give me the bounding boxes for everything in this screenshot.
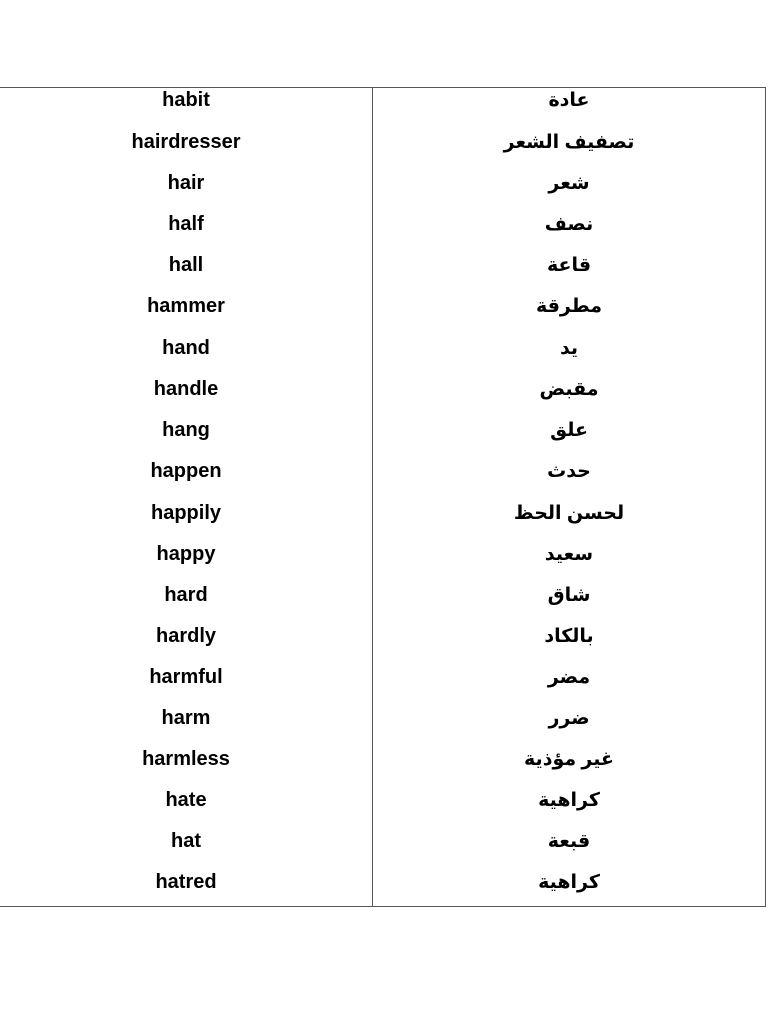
arabic-translation: كراهية [538, 790, 600, 811]
table-row [0, 245, 766, 286]
arabic-translation: شعر [548, 173, 590, 194]
table-row [0, 780, 766, 821]
arabic-translation: حدث [547, 461, 591, 482]
arabic-translation: غير مؤذية [524, 749, 614, 770]
table-row [0, 328, 766, 369]
arabic-translation: مطرقة [535, 296, 603, 317]
english-word: harm [161, 707, 211, 729]
table-row [0, 534, 766, 575]
arabic-translation: قاعة [546, 255, 592, 276]
english-word: harmful [149, 666, 223, 688]
english-word: habit [162, 89, 210, 111]
table-row [0, 821, 766, 862]
english-word: handle [153, 378, 219, 400]
arabic-translation: نصف [544, 214, 594, 235]
arabic-translation: قبعة [547, 831, 591, 852]
table-row [0, 286, 766, 327]
english-word: hate [165, 789, 207, 811]
arabic-translation: ضرر [548, 708, 590, 729]
arabic-translation: سعيد [544, 544, 594, 565]
vocabulary-table [0, 87, 766, 907]
table-row [0, 369, 766, 410]
table-row [0, 163, 766, 204]
arabic-translation: عادة [548, 90, 590, 111]
table-row [0, 493, 766, 534]
table-row [0, 204, 766, 245]
english-word: hardly [155, 625, 217, 647]
table-row [0, 80, 766, 121]
arabic-translation: كراهية [538, 872, 600, 893]
arabic-translation: علق [550, 420, 588, 441]
table-row [0, 616, 766, 657]
table-row [0, 410, 766, 451]
table-row [0, 451, 766, 492]
english-word: hand [162, 337, 210, 359]
english-word: hard [164, 584, 208, 606]
english-word: hair [167, 172, 205, 194]
arabic-translation: شاق [547, 585, 591, 606]
table-row [0, 657, 766, 698]
english-word: hat [171, 830, 201, 852]
arabic-translation: يد [559, 338, 579, 359]
english-word: hammer [147, 295, 225, 317]
arabic-translation: تصفيف الشعر [503, 132, 635, 153]
english-word: happen [150, 460, 222, 482]
english-word: hairdresser [131, 131, 241, 153]
table-row [0, 862, 766, 903]
table-row [0, 698, 766, 739]
table-row [0, 739, 766, 780]
table-row [0, 575, 766, 616]
arabic-translation: بالكاد [544, 626, 594, 647]
english-word: harmless [142, 748, 230, 770]
english-word: half [168, 213, 204, 235]
english-word: hatred [155, 871, 217, 893]
english-word: hang [162, 419, 210, 441]
arabic-translation: لحسن الحظ [513, 503, 625, 524]
english-word: happily [150, 502, 221, 524]
table-row [0, 122, 766, 163]
english-word: happy [156, 543, 216, 565]
arabic-translation: مقبض [539, 379, 599, 400]
english-word: hall [168, 254, 204, 276]
arabic-translation: مضر [547, 667, 591, 688]
